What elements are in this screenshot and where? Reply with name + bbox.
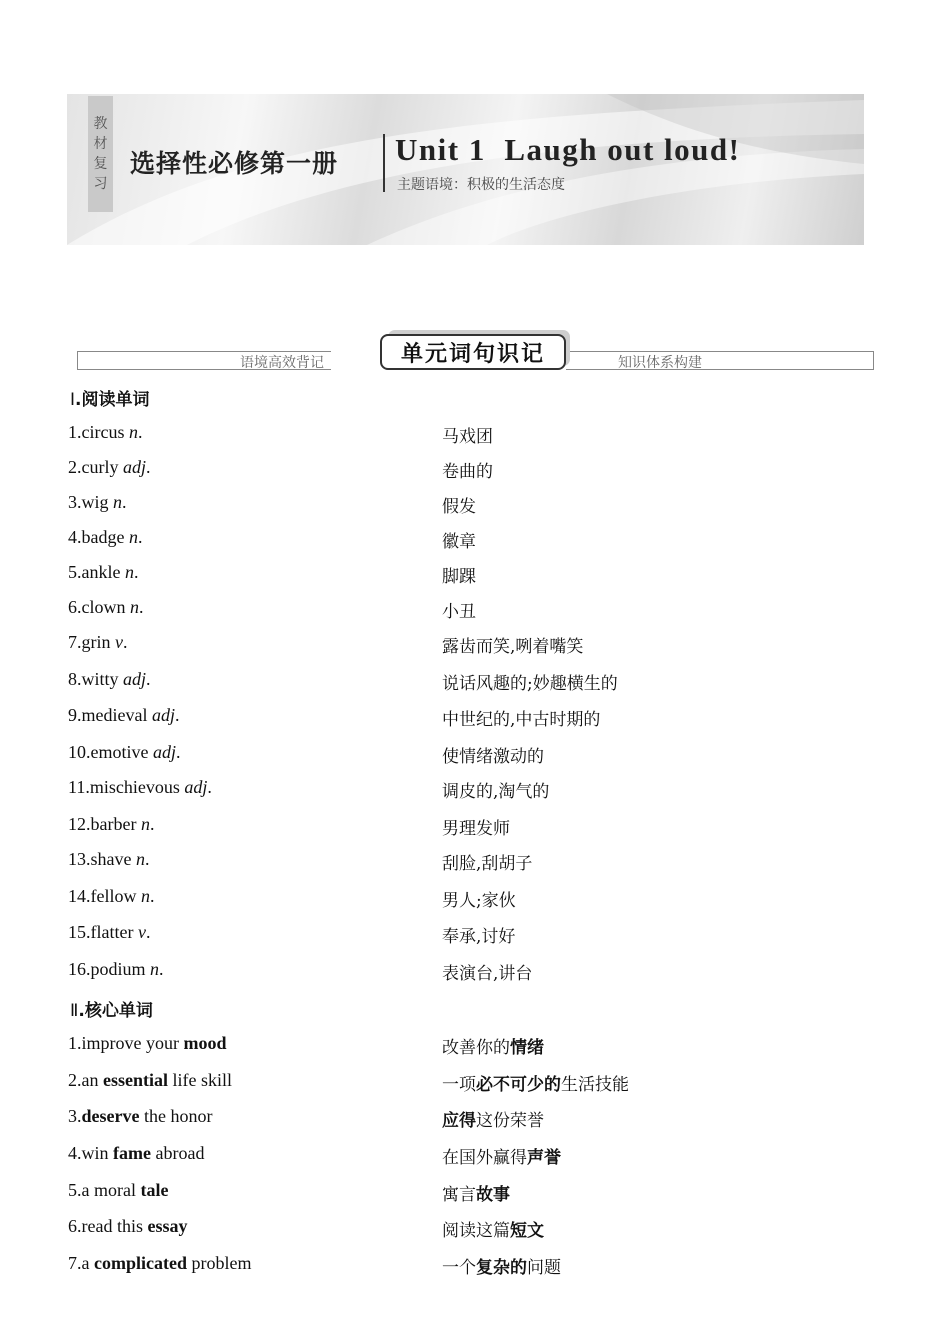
vocab-row: [68, 886, 888, 916]
vocab-meaning: 马戏团: [442, 427, 493, 447]
vocab-word: 6.clown n.: [68, 597, 144, 617]
vocab-meaning: 中世纪的,中古时期的: [442, 710, 601, 730]
section-left-label: 语境高效背记: [240, 355, 324, 371]
part1-heading: [70, 385, 149, 410]
vocab-meaning: 刮脸,刮胡子: [442, 854, 533, 874]
part1-numeral: Ⅰ: [70, 390, 76, 409]
banner-divider: [383, 134, 385, 192]
section-title: 单元词句识记: [380, 334, 566, 370]
vocab-meaning: 男理发师: [442, 819, 510, 839]
phrase-en: 5.a moral tale: [68, 1180, 169, 1200]
vocab-row: [68, 959, 888, 989]
unit-title: Unit 1 Laugh out loud!: [395, 132, 741, 167]
section-line-right: [566, 351, 874, 370]
vocab-meaning: 奉承,讨好: [442, 927, 516, 947]
phrase-en: 4.win fame abroad: [68, 1143, 205, 1163]
vocab-row: [68, 669, 888, 699]
phrase-cn: 在国外赢得声誉: [442, 1148, 561, 1168]
phrase-cn: 寓言故事: [442, 1185, 510, 1205]
phrase-en: 1.improve your mood: [68, 1033, 227, 1053]
vocab-row: [68, 422, 888, 452]
phrase-row: [68, 1253, 888, 1283]
part2-title: .核心单词: [78, 1001, 153, 1021]
vocab-row: [68, 814, 888, 844]
book-title: 选择性必修第一册: [130, 149, 339, 178]
vocab-word: 12.barber n.: [68, 814, 155, 834]
vocab-meaning: 小丑: [442, 602, 476, 622]
phrase-cn: 应得这份荣誉: [442, 1111, 544, 1131]
vocab-word: 4.badge n.: [68, 527, 143, 547]
phrase-row: [68, 1143, 888, 1173]
vocab-row: [68, 742, 888, 772]
side-tag-char: 教: [93, 116, 108, 132]
vocab-row: [68, 922, 888, 952]
vocab-row: [68, 527, 888, 557]
vocab-word: 16.podium n.: [68, 959, 164, 979]
vocab-row: [68, 492, 888, 522]
vocab-row: [68, 562, 888, 592]
side-tag-char: 材: [93, 136, 108, 152]
review-side-tag: [88, 96, 113, 212]
unit-theme-subtitle: 主题语境：积极的生活态度: [397, 177, 565, 193]
phrase-en: 2.an essential life skill: [68, 1070, 232, 1090]
part1-title: .阅读单词: [75, 390, 150, 410]
section-right-label: 知识体系构建: [618, 355, 702, 371]
unit-banner: [67, 94, 864, 245]
phrase-row: [68, 1180, 888, 1210]
vocab-meaning: 卷曲的: [442, 462, 493, 482]
vocab-word: 9.medieval adj.: [68, 705, 180, 725]
vocab-meaning: 调皮的,淘气的: [442, 782, 550, 802]
phrase-en: 6.read this essay: [68, 1216, 188, 1236]
phrase-en: 3.deserve the honor: [68, 1106, 213, 1126]
vocab-word: 11.mischievous adj.: [68, 777, 212, 797]
vocab-word: 8.witty adj.: [68, 669, 151, 689]
phrase-row: [68, 1070, 888, 1100]
vocab-word: 7.grin v.: [68, 632, 128, 652]
phrase-cn: 一项必不可少的生活技能: [442, 1075, 629, 1095]
phrase-cn: 一个复杂的问题: [442, 1258, 561, 1278]
vocab-word: 3.wig n.: [68, 492, 127, 512]
vocab-word: 10.emotive adj.: [68, 742, 181, 762]
part2-heading: [70, 996, 153, 1021]
vocab-word: 15.flatter v.: [68, 922, 151, 942]
vocab-meaning: 男人;家伙: [442, 891, 516, 911]
vocab-word: 13.shave n.: [68, 849, 150, 869]
phrase-cn: 阅读这篇短文: [442, 1221, 544, 1241]
vocab-row: [68, 457, 888, 487]
phrase-row: [68, 1216, 888, 1246]
vocab-row: [68, 597, 888, 627]
phrase-row: [68, 1106, 888, 1136]
vocab-row: [68, 777, 888, 807]
vocab-row: [68, 705, 888, 735]
vocab-meaning: 露齿而笑,咧着嘴笑: [442, 637, 584, 657]
vocab-word: 14.fellow n.: [68, 886, 155, 906]
side-tag-char: 习: [93, 176, 108, 192]
vocab-word: 1.circus n.: [68, 422, 143, 442]
vocab-row: [68, 632, 888, 662]
vocab-meaning: 使情绪激动的: [442, 747, 544, 767]
vocab-meaning: 假发: [442, 497, 476, 517]
phrase-en: 7.a complicated problem: [68, 1253, 252, 1273]
vocab-meaning: 表演台,讲台: [442, 964, 533, 984]
vocab-row: [68, 849, 888, 879]
part2-numeral: Ⅱ: [70, 1001, 79, 1020]
phrase-row: [68, 1033, 888, 1063]
side-tag-char: 复: [93, 156, 108, 172]
vocab-meaning: 说话风趣的;妙趣横生的: [442, 674, 618, 694]
vocab-word: 5.ankle n.: [68, 562, 139, 582]
vocab-meaning: 徽章: [442, 532, 476, 552]
phrase-cn: 改善你的情绪: [442, 1038, 544, 1058]
vocab-word: 2.curly adj.: [68, 457, 151, 477]
vocab-meaning: 脚踝: [442, 567, 476, 587]
